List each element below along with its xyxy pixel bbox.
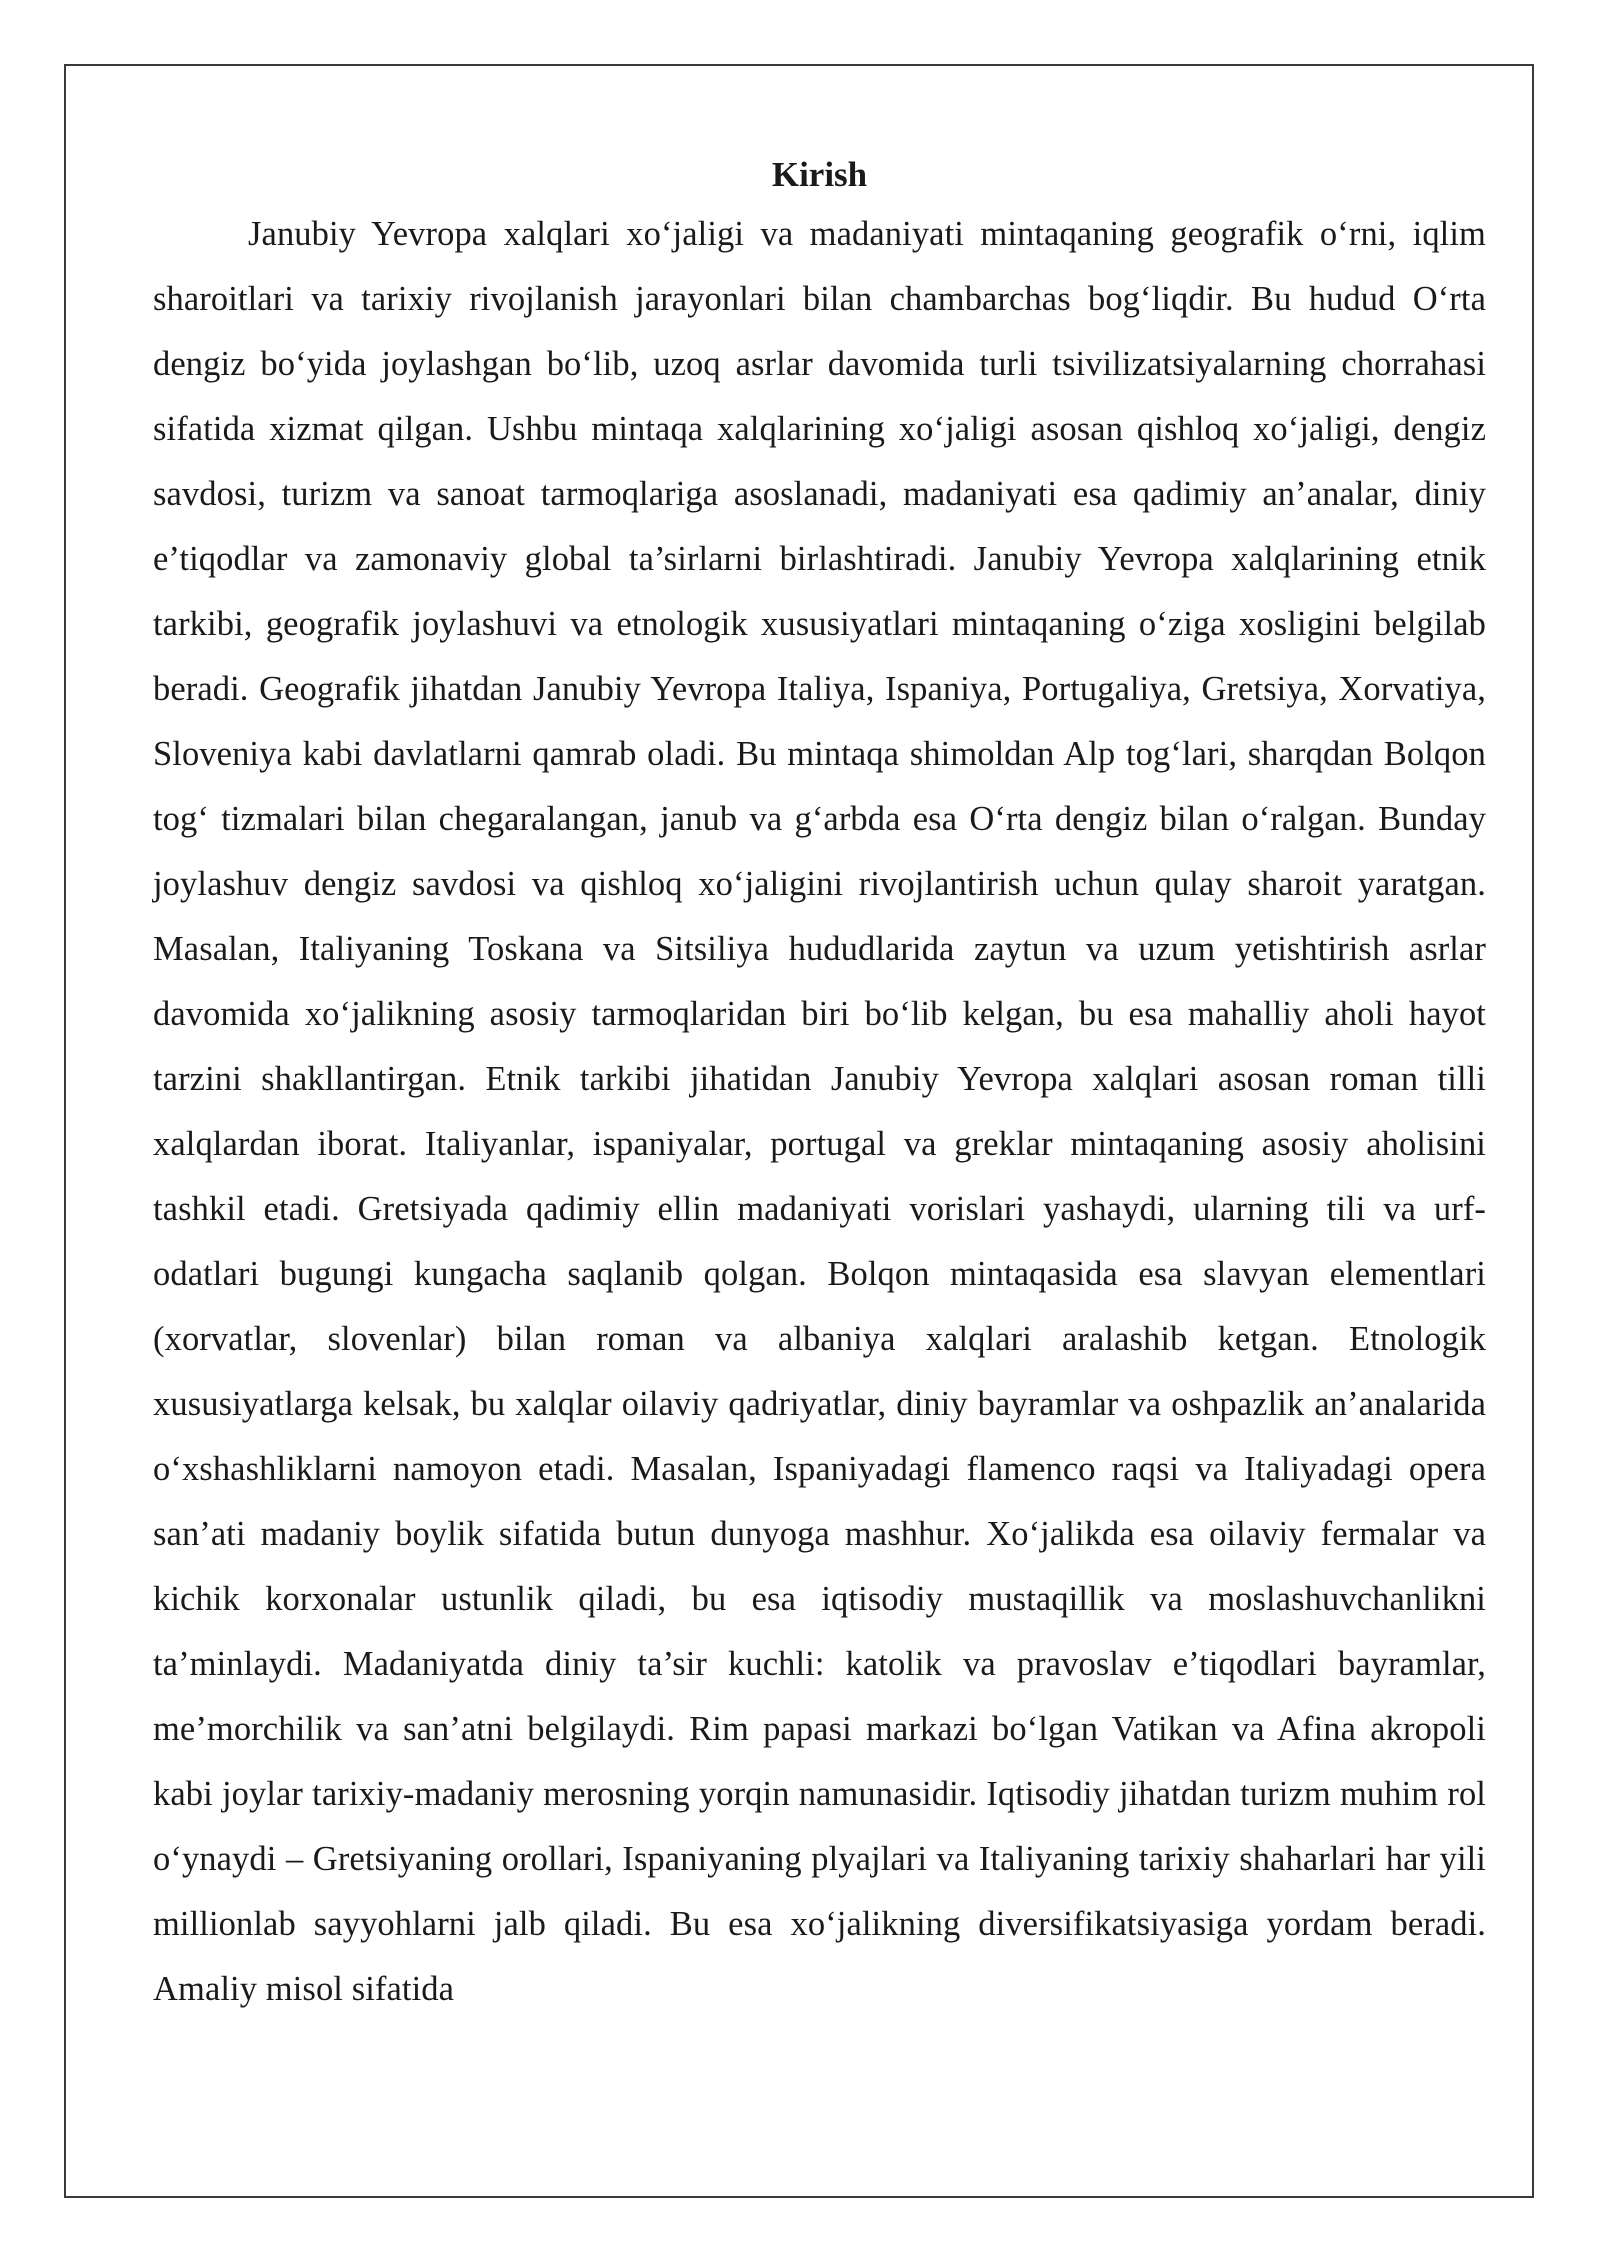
- page-title: Kirish: [771, 155, 868, 194]
- body-paragraph: Janubiy Yevropa xalqlari xo‘jaligi va madaniyati mintaqaning geografik o‘rni, iqlim sharoitlari va tarixiy rivojlanish jarayonlari bilan chambarchas bog‘liqdir. Bu hudud O‘rta dengiz bo‘yida joylashgan bo‘lib, uzoq asrlar davomida turli tsivilizatsiyalarning chorrahasi sifatida xizmat qilgan. Ushbu mintaqa xalqlarining xo‘jaligi asosan qishloq xo‘jaligi, dengiz savdosi, turizm va sanoat tarmoqlariga asoslanadi, madaniyati esa qadimiy an’analar, diniy e’tiqodlar va zamonaviy global ta’sirlarni birlashtiradi. Janubiy Yevropa xalqlarining etnik tarkibi, geografik joylashuvi va etnologik xususiyatlari mintaqaning o‘ziga xosligini belgilab beradi. Geografik jihatdan Janubiy Yevropa Italiya, Ispaniya, Portugaliya, Gretsiya, Xorvatiya, Sloveniya kabi davlatlarni qamrab oladi. Bu mintaqa shimoldan Alp tog‘lari, sharqdan Bolqon tog‘ tizmalari bilan chegaralangan, janub va g‘arbda esa O‘rta dengiz bilan o‘ralgan. Bunday joylashuv dengiz savdosi va qishloq xo‘jaligini rivojlantirish uchun qulay sharoit yaratgan. Masalan, Italiyaning Toskana va Sitsiliya hududlarida zaytun va uzum yetishtirish asrlar davomida xo‘jalikning asosiy tarmoqlaridan biri bo‘lib kelgan, bu esa mahalliy aholi hayot tarzini shakllantirgan. Etnik tarkibi jihatidan Janubiy Yevropa xalqlari asosan roman tilli xalqlardan iborat. Italiyanlar, ispaniyalar, portugal va greklar mintaqaning asosiy aholisini tashkil etadi. Gretsiyada qadimiy ellin madaniyati vorislari yashaydi, ularning tili va urf-odatlari bugungi kungacha saqlanib qolgan. Bolqon mintaqasida esa slavyan elementlari (xorvatlar, slovenlar) bilan roman va albaniya xalqlari aralashib ketgan. Etnologik xususiyatlarga kelsak, bu xalqlar oilaviy qadriyatlar, diniy bayramlar va oshpazlik an’analarida o‘xshashliklarni namoyon etadi. Masalan, Ispaniyadagi flamenco raqsi va Italiyadagi opera san’ati madaniy boylik sifatida butun dunyoga mashhur. Xo‘jalikda esa oilaviy fermalar va kichik korxonalar ustunlik qiladi, bu esa iqtisodiy mustaqillik va moslashuvchanlikni ta’minlaydi. Madaniyatda diniy ta’sir kuchli: katolik va pravoslav e’tiqodlari bayramlar, me’morchilik va san’atni belgilaydi. Rim papasi markazi bo‘lgan Vatikan va Afina akropoli kabi joylar tarixiy-madaniy merosning yorqin namunasidir. Iqtisodiy jihatdan turizm muhim rol o‘ynaydi – Gretsiyaning orollari, Ispaniyaning plyajlari va Italiyaning tarixiy shaharlari har yili millionlab sayyohlarni jalb qiladi. Bu esa xo‘jalikning diversifikatsiyasiga yordam beradi. Amaliy misol sifatida: [153, 215, 1486, 2008]
- document-body: [153, 148, 1486, 2022]
